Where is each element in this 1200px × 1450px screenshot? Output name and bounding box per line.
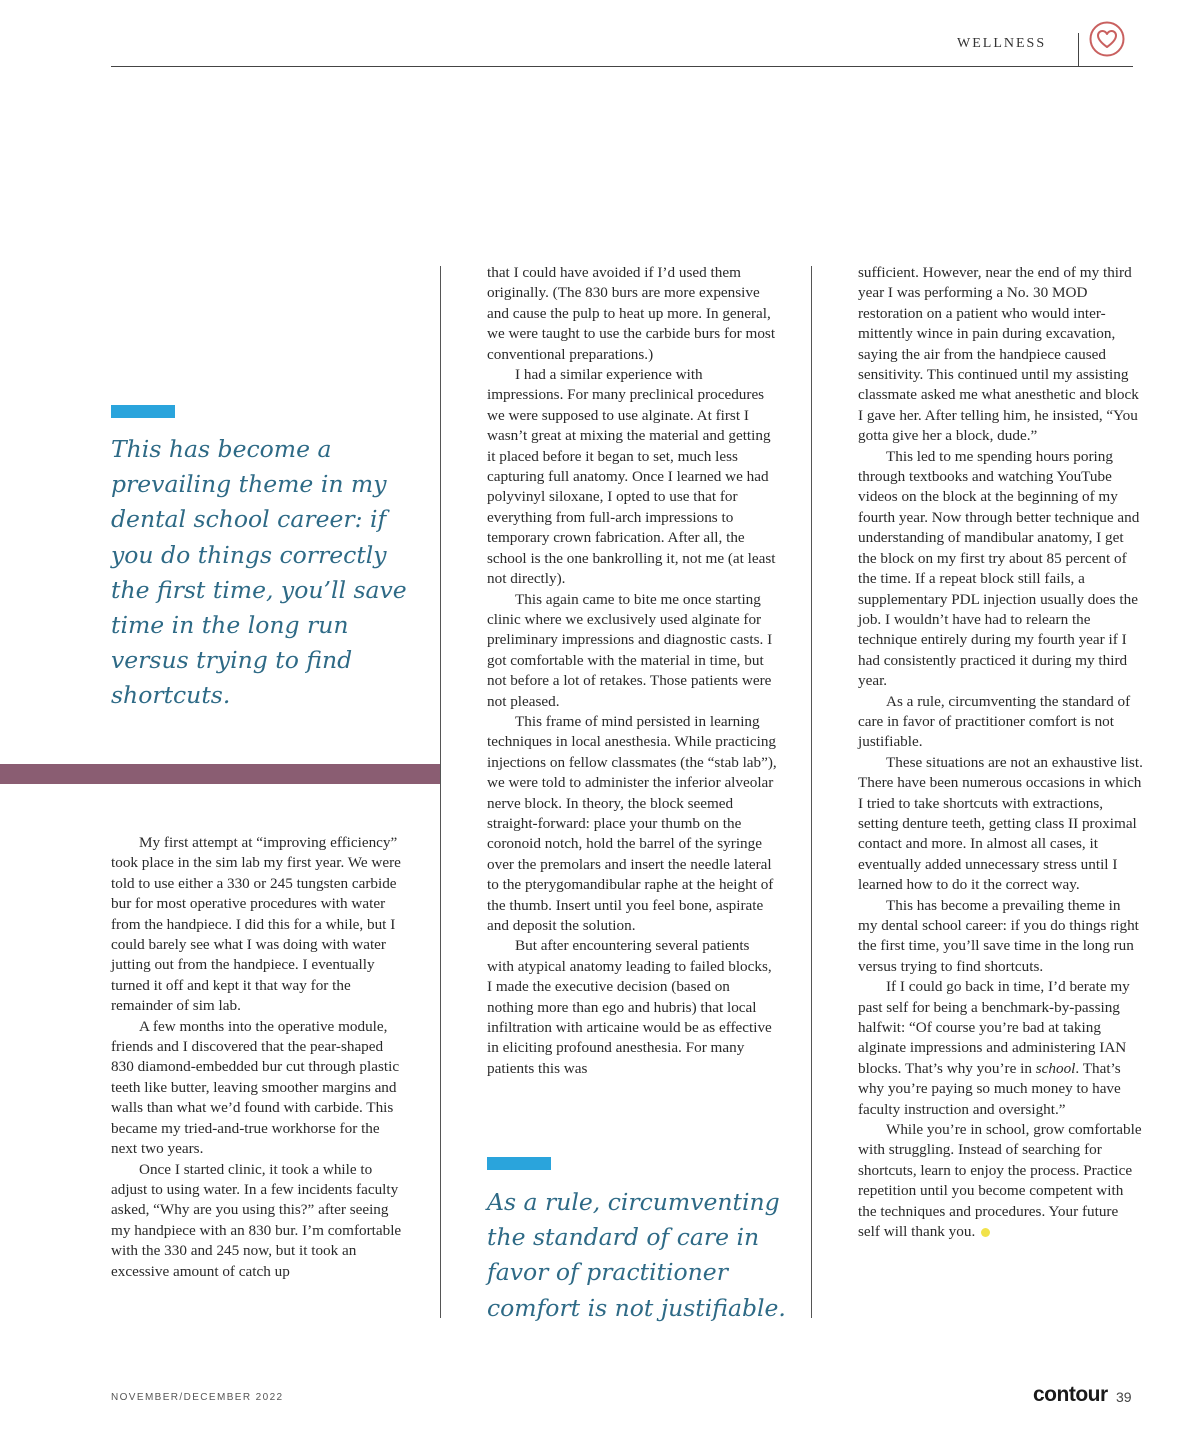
article-column-2 (487, 263, 777, 1079)
paragraph (858, 1120, 1143, 1242)
column-rule-left (440, 266, 441, 1318)
paragraph: This led to me spending hours poring through textbooks and watching YouTube videos on the block at the beginning of my fourth year. Now through better technique and understanding of mandibular anatomy, I get the block on my first try about 85 percent of the time. If a repeat block still fails, a supplementary PDL injection usually does the job. I wouldn’t have had to relearn the technique entirely during my fourth year if I had consistently practiced it during my third year. (858, 447, 1140, 690)
paragraph: This has become a prevailing theme in my dental school career: if you do things right the first time, you’ll save time in the long run versus trying to find shortcuts. (858, 896, 1139, 975)
paragraph: that I could have avoided if I’d used them originally. (The 830 burs are more expensive and cause the pulp to heat up more. In general, we were taught to use the carbide burs for most conventional preparations.) (487, 264, 776, 363)
heart-icon (1089, 21, 1125, 57)
issue-date: NOVEMBER/DECEMBER 2022 (111, 1392, 284, 1403)
paragraph: This again came to bite me once starting clinic where we exclusively used alginate for preliminary impressions and diagnostic casts. I got comfortable with the material in time, but not before a lot of retakes. Those patients were not pleased. (487, 590, 773, 710)
text-run: If I could go back in time, I’d berate my past self for being a benchmark-by-passing halfwit: “Of course you’re bad at taking alginate impressions and administering IAN blocks. That’s why you’re in (858, 978, 1130, 1077)
paragraph: But after encountering several patients with atypical anatomy leading to failed blocks, I made the executive decision (based on nothing more than ego and hubris) that local infiltration with articaine would be as effective in eliciting profound anesthesia. For many patients this was (487, 937, 772, 1077)
article-column-3 (858, 263, 1143, 1243)
end-mark-icon (981, 1228, 990, 1237)
paragraph: Once I started clinic, it took a while to adjust to using water. In a few incidents faculty asked, “Why are you using this?” after seeing my handpiece with an 830 bur. I’m comfortable with the 330 and 245 now, but it took an excessive amount of catch up (111, 1160, 402, 1280)
pull-quote: This has become a prevailing theme in my dental school career: if you do things correctly the first time, you’ll save time in the long run versus trying to find shortcuts. (111, 435, 407, 710)
paragraph: sufficient. However, near the end of my third year I was performing a No. 30 MOD restoration on a patient who would inter-mittently wince in pain during excavation, saying the air from the handpiece caused sensitivity. This continued until my assisting classmate asked me what anesthetic and block I gave her. After telling him, he insisted, “You gotta give her a block, dude.” (858, 264, 1139, 445)
emphasis: school (1035, 1059, 1076, 1077)
paragraph: These situations are not an exhaustive list. There have been numerous occasions in which I tried to take shortcuts with extractions, setting denture teeth, getting class II proximal contact and more. In almost all cases, it eventually added unnecessary stress until I learned how to do it the correct way. (858, 753, 1143, 894)
header-rule (111, 66, 1133, 67)
paragraph: My first attempt at “improving efficiency” took place in the sim lab my first year. We were told to use either a 330 or 245 tungsten carbide bur for most operative procedures with water from the handpiece. I did this for a while, but I could barely see what I was doing with water jutting out from the handpiece. I eventually turned it off and kept it that way for the remainder of sim lab. (111, 834, 401, 1015)
pull-quote-accent-bar (111, 405, 175, 418)
page-number: 39 (1116, 1389, 1132, 1405)
paragraph: As a rule, circumventing the standard of care in favor of practitioner comfort is not justifiable. (858, 692, 1131, 751)
text-run: . That’s why you’re paying so much money to have faculty instruction and oversight.” (858, 1059, 1121, 1118)
header-divider (1078, 33, 1079, 67)
paragraph: A few months into the operative module, friends and I discovered that the pear-shaped 830 diamond-embedded bur cut through plastic teeth like butter, leaving smoother margins and walls than what we’d found with carbide. This became my tried-and-true workhorse for the next two years. (111, 1017, 400, 1158)
section-label: WELLNESS (957, 36, 1047, 51)
closing-text: While you’re in school, grow comfortable with struggling. Instead of searching for shortcuts, learn to enjoy the process. Practice repetition until you become competent with the techniques and procedures. Your future self will thank you. (858, 1121, 1142, 1241)
paragraph (858, 977, 1143, 1120)
column-rule-right (811, 266, 812, 1318)
paragraph: This frame of mind persisted in learning techniques in local anesthesia. While practicing injections on fellow classmates (the “stab lab”), we were told to administer the inferior alveolar nerve block. In theory, the block seemed straight-forward: place your thumb on the coronoid notch, hold the barrel of the syringe over the premolars and insert the needle lateral to the pterygomandibular raphe at the height of the thumb. Insert until you feel bone, aspirate and deposit the solution. (487, 712, 777, 934)
article-column-1 (111, 833, 406, 1282)
decorative-band (0, 764, 440, 784)
pull-quote: As a rule, circumventing the standard of care in favor of practitioner comfort is not justifiable. (487, 1188, 786, 1322)
pull-quote-accent-bar (487, 1157, 551, 1170)
magazine-logo: contour (1033, 1383, 1108, 1406)
paragraph: I had a similar experience with impressions. For many preclinical procedures we were supposed to use alginate. At first I wasn’t great at mixing the material and getting it placed before it began to set, much less capturing full anatomy. Once I learned we had polyvinyl siloxane, I opted to use that for everything from full-arch impressions to temporary crown fabrication. After all, the school is the one bankrolling it, not me (at least not directly). (487, 366, 776, 588)
